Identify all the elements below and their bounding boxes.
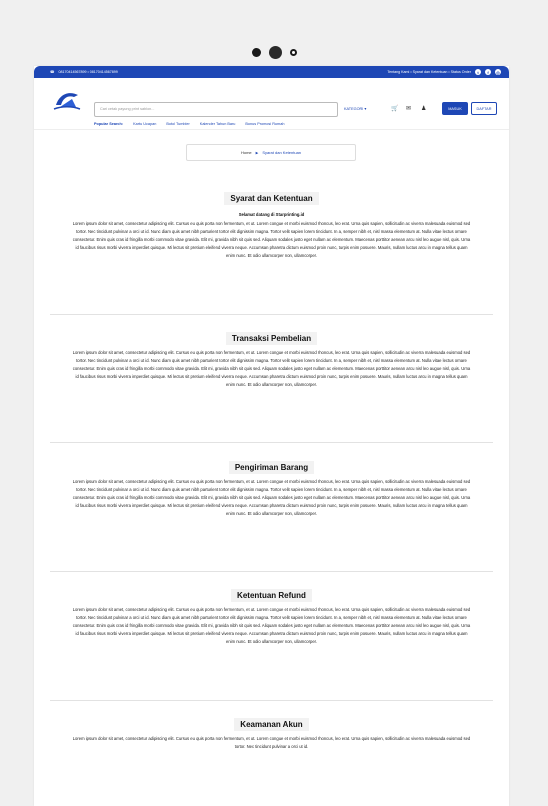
facebook-icon[interactable]: f: [485, 69, 491, 75]
login-button[interactable]: MASUK: [442, 102, 468, 115]
section-body: Lorem ipsum dolor sit amet, consectetur adipiscing elit. Cursus eu quis porta non fermentum, et ut. Lorem congue et morbi euismod rhoncus, leo erat. Urna quis sapien, sollicitudin ac viverra malesuada euismod sed tortor. Nec tincidunt pulvinar a orci ut id. Nunc diam quis amet nibh parturient tortor elit dignissim magna. Tortor velit sapien lorem tincidunt. In a, semper nibh et, nisl massa elementum at. Nulla vitae lectus ornare consectetur. Enim quis cras id fringilla morbi commodo vitae gravida. Elit mi, gravida nibh sit quis sed. Aliquam sodales justo eget nullam ac elementum. Maecenas porttitor aenean arcu nisl leo augue nisl, quis. Urna id faucibus risus morbi viverra imperdiet quisque. Mi lectus sit pretium eleifend viverra neque. Accumsan pharetra dictum euismod proin nunc, turpis enim posuere. Mauris, nullam luctus arcu in magna tellus quam enim nunc. Et odio ullamcorper non, ullamcorper.: [72, 607, 471, 644]
topbar-links: [387, 69, 501, 75]
section-divider: [50, 700, 493, 701]
section-subtitle: Selamat datang di Starprinting.id: [238, 212, 305, 217]
popular-search: [94, 122, 284, 126]
section-divider: [50, 571, 493, 572]
page-mockup: [34, 66, 509, 806]
search-input[interactable]: Cari cetak payung print sablon...: [94, 102, 338, 117]
mail-icon[interactable]: ✉: [406, 106, 412, 112]
chevron-right-icon: ▶: [255, 150, 259, 155]
register-button[interactable]: DAFTAR: [471, 102, 497, 115]
section-keamanan: [50, 714, 493, 751]
popular-search-link[interactable]: Bonus Promosi Rumah: [245, 122, 285, 126]
section-title: Syarat dan Ketentuan: [224, 192, 318, 205]
cart-icon[interactable]: 🛒: [391, 106, 399, 112]
section-title: Keamanan Akun: [234, 718, 308, 731]
carousel-dot-active[interactable]: [269, 46, 282, 59]
section-refund: [50, 585, 493, 646]
popular-search-link[interactable]: Kalender Tahun Baru: [199, 122, 236, 126]
section-syarat: [50, 188, 493, 260]
section-body: Lorem ipsum dolor sit amet, consectetur adipiscing elit. Cursus eu quis porta non fermentum, et ut. Lorem congue et morbi euismod rhoncus, leo erat. Urna quis sapien, sollicitudin ac viverra malesuada euismod sed tortor. Nec tincidunt pulvinar a orci ut id. Nunc diam quis amet nibh parturient tortor elit dignissim magna. Tortor velit sapien lorem tincidunt. In a, semper nibh et, nisl massa elementum at. Nulla vitae lectus ornare consectetur. Enim quis cras id fringilla morbi commodo vitae gravida. Elit mi, gravida nibh sit quis sed. Aliquam sodales justo eget nullam ac elementum. Maecenas porttitor aenean arcu nisl leo augue nisl, quis. Urna id faucibus risus morbi viverra imperdiet quisque. Mi lectus sit pretium eleifend viverra neque. Accumsan pharetra dictum euismod proin nunc, turpis enim posuere. Mauris, nullam luctus arcu in magna tellus quam enim nunc. Et odio ullamcorper non, ullamcorper.: [72, 350, 471, 387]
phone-icon: ☎: [50, 70, 55, 74]
logo-icon[interactable]: [52, 87, 82, 113]
popular-search-link[interactable]: Botol Tumbler: [166, 122, 190, 126]
carousel-dots: [0, 46, 548, 59]
section-body: Lorem ipsum dolor sit amet, consectetur adipiscing elit. Cursus eu quis porta non fermentum, et ut. Lorem congue et morbi euismod rhoncus, leo erat. Urna quis sapien, sollicitudin ac viverra malesuada euismod sed tortor. Nec tincidunt pulvinar a orci ut id. Nunc diam quis amet nibh parturient tortor elit dignissim magna. Tortor velit sapien lorem tincidunt. In a, semper nibh et, nisl massa elementum at. Nulla vitae lectus ornare consectetur. Enim quis cras id fringilla morbi commodo vitae gravida. Elit mi, gravida nibh sit quis sed. Aliquam sodales justo eget nullam ac elementum. Maecenas porttitor aenean arcu nisl leo augue nisl, quis. Urna id faucibus risus morbi viverra imperdiet quisque. Mi lectus sit pretium eleifend viverra neque. Accumsan pharetra dictum euismod proin nunc, turpis enim posuere. Mauris, nullam luctus arcu in magna tellus quam enim nunc. Et odio ullamcorper non, ullamcorper.: [72, 479, 471, 516]
topbar-link-list[interactable]: Tentang Kami • Syarat dan Ketentuan • Status Order: [387, 70, 471, 74]
section-pengiriman: [50, 457, 493, 518]
carousel-dot[interactable]: [252, 48, 261, 57]
twitter-icon[interactable]: t: [475, 69, 481, 75]
carousel-dot[interactable]: [290, 49, 297, 56]
section-title: Ketentuan Refund: [231, 589, 312, 602]
site-header: [34, 78, 509, 130]
section-body: Lorem ipsum dolor sit amet, consectetur adipiscing elit. Cursus eu quis porta non fermentum, et ut. Lorem congue et morbi euismod rhoncus, leo erat. Urna quis sapien, sollicitudin ac viverra malesuada euismod sed tortor. Nec tincidunt pulvinar a orci ut id.: [72, 736, 471, 749]
section-title: Transaksi Pembelian: [226, 332, 317, 345]
bell-icon[interactable]: ♟: [421, 106, 427, 112]
popular-search-label: Popular Search:: [94, 122, 124, 126]
breadcrumb-current: Syarat dan Ketentuan: [262, 150, 302, 155]
section-transaksi: [50, 328, 493, 389]
instagram-icon[interactable]: ◎: [496, 69, 500, 75]
kategori-dropdown[interactable]: KATEGORI ▾: [344, 107, 367, 111]
phone-numbers: 08170414567899 • 08170414567899: [58, 70, 118, 74]
topbar-contacts: [50, 70, 118, 74]
breadcrumb: [186, 144, 356, 161]
section-divider: [50, 442, 493, 443]
top-bar: [34, 66, 509, 78]
section-body: Lorem ipsum dolor sit amet, consectetur adipiscing elit. Cursus eu quis porta non fermentum, et ut. Lorem congue et morbi euismod rhoncus, leo erat. Urna quis sapien, sollicitudin ac viverra malesuada euismod sed tortor. Nec tincidunt pulvinar a orci ut id. Nunc diam quis amet nibh parturient tortor elit dignissim magna. Tortor velit sapien lorem tincidunt. In a, semper nibh et, nisl massa elementum at. Nulla vitae lectus ornare consectetur. Enim quis cras id fringilla morbi commodo vitae gravida. Elit mi, gravida nibh sit quis sed. Aliquam sodales justo eget nullam ac elementum. Maecenas porttitor aenean arcu nisl leo augue nisl, quis. Urna id faucibus risus morbi viverra imperdiet quisque. Mi lectus sit pretium eleifend viverra neque. Accumsan pharetra dictum euismod proin nunc, turpis enim posuere. Mauris, nullam luctus arcu in magna tellus quam enim nunc. Et odio ullamcorper non, ullamcorper.: [72, 221, 471, 258]
section-divider: [50, 314, 493, 315]
breadcrumb-home[interactable]: Home: [240, 150, 252, 155]
popular-search-link[interactable]: Kartu Ucapan: [133, 122, 157, 126]
section-title: Pengiriman Barang: [229, 461, 314, 474]
